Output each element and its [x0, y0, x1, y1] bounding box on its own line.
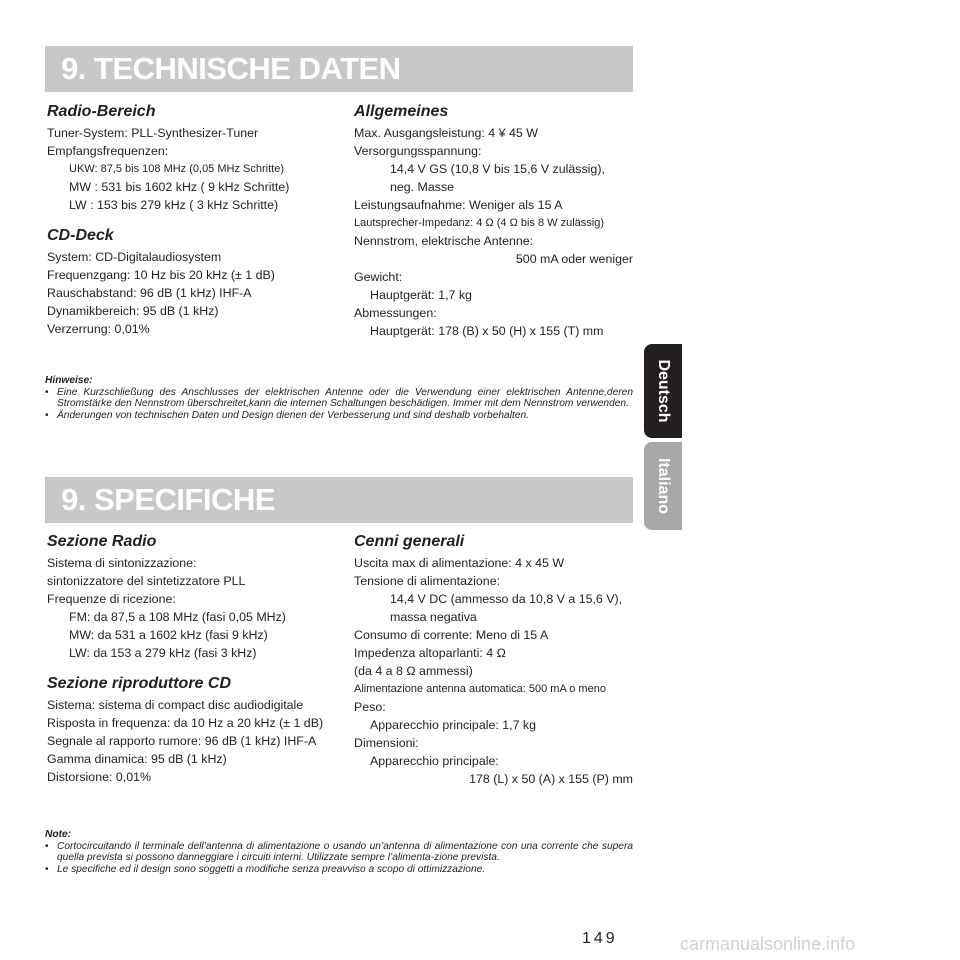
spec-line: Sistema: sistema di compact disc audiodigitale	[47, 698, 304, 712]
spec-line: Gamma dinamica: 95 dB (1 kHz)	[47, 752, 227, 766]
spec-line: MW: da 531 a 1602 kHz (fasi 9 kHz)	[69, 628, 268, 642]
tab-deutsch[interactable]	[644, 344, 682, 438]
spec-line: MW : 531 bis 1602 kHz ( 9 kHz Schritte)	[69, 180, 290, 194]
page-number: 149	[582, 930, 618, 947]
spec-line: Peso:	[354, 700, 386, 714]
german-section-banner	[45, 46, 633, 92]
tab-italiano-label: Italiano	[655, 457, 672, 515]
spec-line: Frequenzgang: 10 Hz bis 20 kHz (± 1 dB)	[47, 268, 275, 282]
spec-line: Apparecchio principale:	[370, 754, 499, 768]
italian-notes-title: Note:	[45, 829, 72, 840]
spec-line: Verzerrung: 0,01%	[47, 322, 150, 336]
spec-line: Leistungsaufnahme: Weniger als 15 A	[354, 198, 563, 212]
spec-line: Abmessungen:	[354, 306, 437, 320]
spec-line: Impedenza altoparlanti: 4 Ω	[354, 646, 506, 660]
note-item: • Eine Kurzschließung des Anschlusses der elektrischen Antenne oder die Verwendung einer elektrischen Antenne,deren Stromstärke den Nennstrom überschreitet,kann die internen Schaltungen beschädigen. Immer mit dem Nennstrom verwenden.	[45, 386, 633, 410]
spec-line: 178 (L) x 50 (A) x 155 (P) mm	[469, 772, 633, 786]
note-item: • Cortocircuitando il terminale dell’antenna di alimentazione o usando un’antenna di alimentazione con una corrente che supera quella prevista si possono danneggiare i circuiti interni. Utilizzate sempre l’alimenta-zione prevista.	[45, 840, 633, 864]
spec-line: Sistema di sintonizzazione:	[47, 556, 197, 570]
italian-notes	[45, 829, 633, 875]
spec-line: Hauptgerät: 178 (B) x 50 (H) x 155 (T) mm	[370, 324, 604, 338]
spec-line: Nennstrom, elektrische Antenne:	[354, 234, 534, 248]
spec-line: Alimentazione antenna automatica: 500 mA o meno	[354, 683, 606, 695]
spec-line: Lautsprecher-Impedanz: 4 Ω (4 Ω bis 8 W zulässig)	[354, 217, 604, 229]
tab-deutsch-label: Deutsch	[655, 359, 672, 423]
watermark: carmanualsonline.info	[680, 934, 856, 954]
spec-line: Tuner-System: PLL-Synthesizer-Tuner	[47, 126, 259, 140]
spec-line: Gewicht:	[354, 270, 403, 284]
spec-line: 14,4 V DC (ammesso da 10,8 V a 15,6 V),	[390, 592, 623, 606]
section-heading: Allgemeines	[354, 103, 449, 120]
spec-line: Apparecchio principale: 1,7 kg	[370, 718, 536, 732]
italian-section-banner	[45, 477, 633, 523]
section-heading: Radio-Bereich	[47, 103, 156, 120]
italian-general-column	[354, 532, 633, 788]
spec-line: Dynamikbereich: 95 dB (1 kHz)	[47, 304, 219, 318]
spec-line: LW : 153 bis 279 kHz ( 3 kHz Schritte)	[69, 198, 279, 212]
german-section-title: 9. TECHNISCHE DATEN	[61, 51, 401, 86]
spec-line: Hauptgerät: 1,7 kg	[370, 288, 472, 302]
note-item: • Le specifiche ed il design sono soggetti a modifiche senza preavviso a scopo di ottimizzazione.	[45, 863, 486, 875]
spec-line: neg. Masse	[390, 180, 455, 194]
spec-line: massa negativa	[390, 610, 477, 624]
german-notes	[45, 375, 633, 421]
spec-line: Consumo di corrente: Meno di 15 A	[354, 628, 549, 642]
italian-section-title: 9. SPECIFICHE	[61, 482, 275, 517]
spec-line: (da 4 a 8 Ω ammessi)	[354, 664, 473, 678]
section-heading: CD-Deck	[47, 227, 114, 244]
spec-line: Distorsione: 0,01%	[47, 770, 151, 784]
spec-line: 500 mA oder weniger	[515, 252, 633, 266]
section-heading: Sezione Radio	[47, 533, 157, 550]
spec-line: Dimensioni:	[354, 736, 419, 750]
note-item: • Änderungen von technischen Daten und Design dienen der Verbesserung und sind deshalb vorbehalten.	[45, 409, 529, 421]
tab-italiano[interactable]	[644, 442, 682, 530]
spec-line: Frequenze di ricezione:	[47, 592, 176, 606]
german-general-column	[354, 102, 633, 340]
spec-line: Risposta in frequenza: da 10 Hz a 20 kHz (± 1 dB)	[47, 716, 324, 730]
german-notes-title: Hinweise:	[45, 375, 93, 386]
spec-line: Versorgungsspannung:	[354, 144, 482, 158]
spec-line: FM: da 87,5 a 108 MHz (fasi 0,05 MHz)	[69, 610, 286, 624]
german-radio-cd-column	[47, 102, 332, 338]
spec-line: 14,4 V GS (10,8 V bis 15,6 V zulässig),	[390, 162, 605, 176]
spec-line: Segnale al rapporto rumore: 96 dB (1 kHz) IHF-A	[47, 734, 317, 748]
italian-radio-cd-column	[47, 532, 332, 786]
spec-line: Empfangsfrequenzen:	[47, 144, 169, 158]
section-heading: Sezione riproduttore CD	[47, 675, 232, 692]
spec-line: LW: da 153 a 279 kHz (fasi 3 kHz)	[69, 646, 257, 660]
spec-line: Rauschabstand: 96 dB (1 kHz) IHF-A	[47, 286, 252, 300]
spec-line: System: CD-Digitalaudiosystem	[47, 250, 222, 264]
spec-line: sintonizzatore del sintetizzatore PLL	[47, 574, 246, 588]
spec-line: UKW: 87,5 bis 108 MHz (0,05 MHz Schritte)	[69, 163, 284, 175]
section-heading: Cenni generali	[354, 533, 465, 550]
spec-line: Uscita max di alimentazione: 4 x 45 W	[354, 556, 565, 570]
spec-line: Max. Ausgangsleistung: 4 ¥ 45 W	[354, 126, 538, 140]
spec-line: Tensione di alimentazione:	[354, 574, 501, 588]
